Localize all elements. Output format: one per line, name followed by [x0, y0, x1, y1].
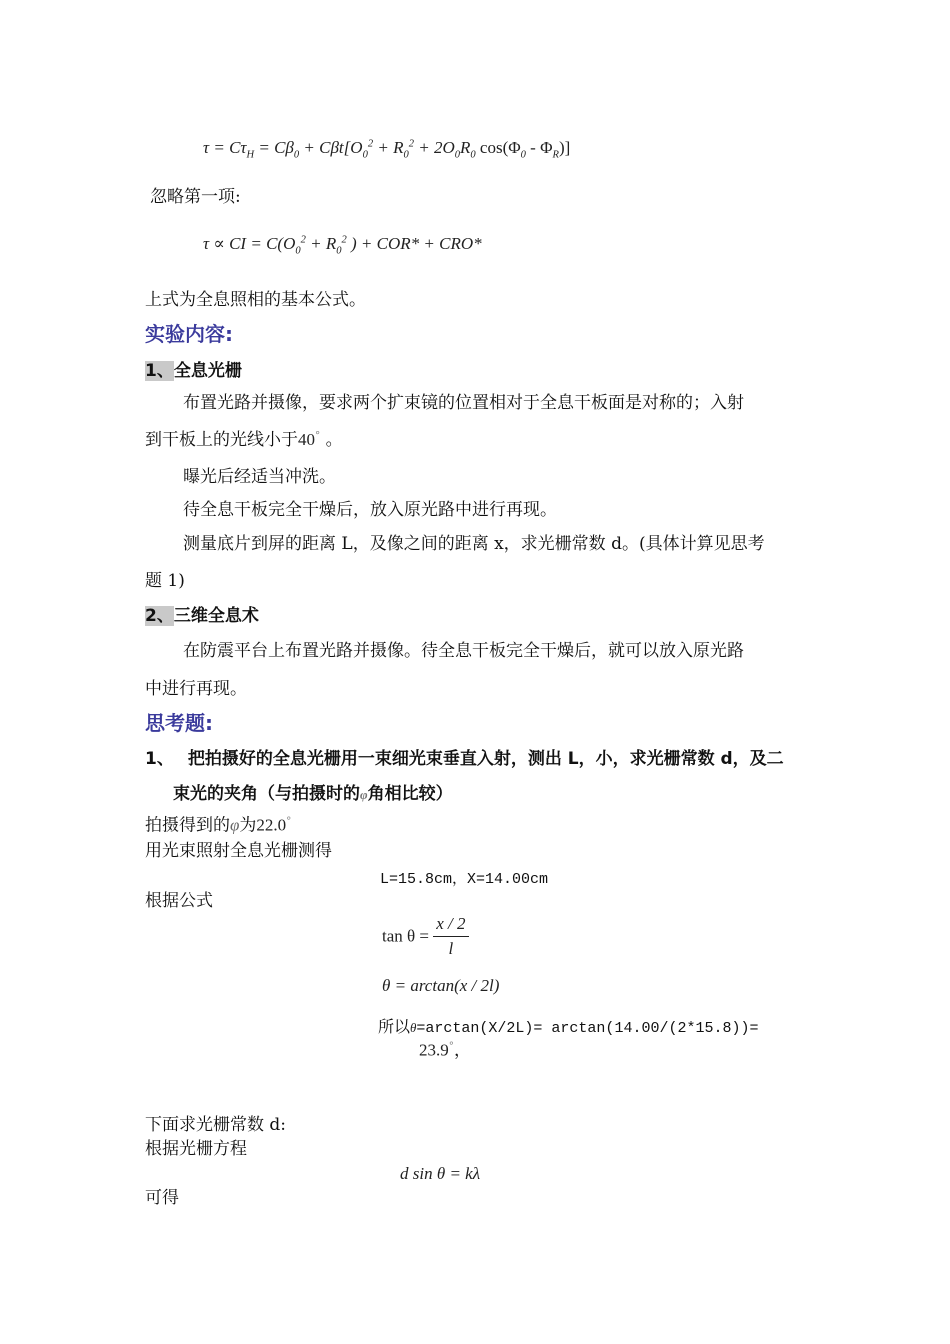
- section-questions-heading: 思考题:: [145, 711, 213, 735]
- item2-title: 三维全息术: [173, 606, 259, 626]
- formula-hologram-intensity: $\tau = C\tau_H = C\beta_0 + C\beta t[O_0^2 + R_0^2 + 2O_0R_0$ $\cos(\Phi_0 - \Phi_R)$]: [203, 138, 571, 161]
- item1-number: 1、: [145, 361, 174, 381]
- grating-equation-text: 根据光栅方程: [145, 1139, 247, 1159]
- item1-paragraph3: 待全息干板完全干燥后，放入原光路中进行再现。: [183, 500, 557, 520]
- item1-title: 全息光栅: [173, 361, 242, 381]
- section-experiment-heading: 实验内容:: [145, 322, 233, 346]
- formula-proportional: τ ∝ CI = $C(O_0^2 + R_0^2$ ) + COR* + CRO*: [203, 234, 482, 257]
- measure-text: 用光束照射全息光栅测得: [145, 841, 332, 861]
- tan-theta-formula: tan θ = $\frac{x / 2}{l}$: [382, 914, 469, 959]
- so-theta-line: 所以θ=arctan(X/2L)= arctan(14.00/(2*15.8))=: [378, 1017, 759, 1037]
- by-formula-text: 根据公式: [145, 891, 213, 911]
- question1-line2: 束光的夹角（与拍摄时的φ角相比较）: [173, 784, 453, 804]
- ignore-first-term-text: 忽略第一项:: [150, 187, 241, 207]
- item2-number: 2、: [145, 606, 174, 626]
- theta-arctan-formula: θ = arctan(x / 2l): [382, 976, 500, 995]
- grating-equation: d sin θ = kλ: [400, 1164, 481, 1183]
- theta-result: 23.9°，: [419, 1040, 472, 1061]
- phi-symbol: φ: [360, 787, 368, 802]
- basic-formula-text: 上式为全息照相的基本公式。: [145, 290, 366, 310]
- item2-paragraph-line1: 在防震平台上布置光路并摄像。待全息干板完全干燥后，就可以放入原光路: [183, 641, 744, 661]
- item1-paragraph1-line2: 到干板上的光线小于40° 。: [145, 429, 343, 450]
- item1-paragraph4-line1: 测量底片到屏的距离 L，及像之间的距离 x，求光栅常数 d。(具体计算见思考: [183, 534, 765, 554]
- shot-phi-line: 拍摄得到的φ为22.0°: [145, 815, 292, 836]
- item1-paragraph1-line1: 布置光路并摄像，要求两个扩束镜的位置相对于全息干板面是对称的；入射: [183, 393, 744, 413]
- question1-line1: 1、 把拍摄好的全息光栅用一束细光束垂直入射，测出 L，小，求光栅常数 d，及二: [145, 749, 784, 769]
- shot-phi-value: 22.0: [256, 815, 287, 835]
- angle-40: 40: [298, 430, 315, 449]
- item1-paragraph4-line2: 题 1): [145, 571, 185, 591]
- next-grating-constant-text: 下面求光栅常数 d:: [145, 1115, 287, 1135]
- item1-paragraph2: 曝光后经适当冲洗。: [183, 467, 336, 487]
- item1-heading: [145, 356, 242, 381]
- item2-heading: [145, 601, 259, 626]
- item2-paragraph-line2: 中进行再现。: [145, 679, 247, 699]
- measured-values: L=15.8cm，X=14.00cm: [380, 871, 549, 888]
- obtain-text: 可得: [145, 1188, 179, 1208]
